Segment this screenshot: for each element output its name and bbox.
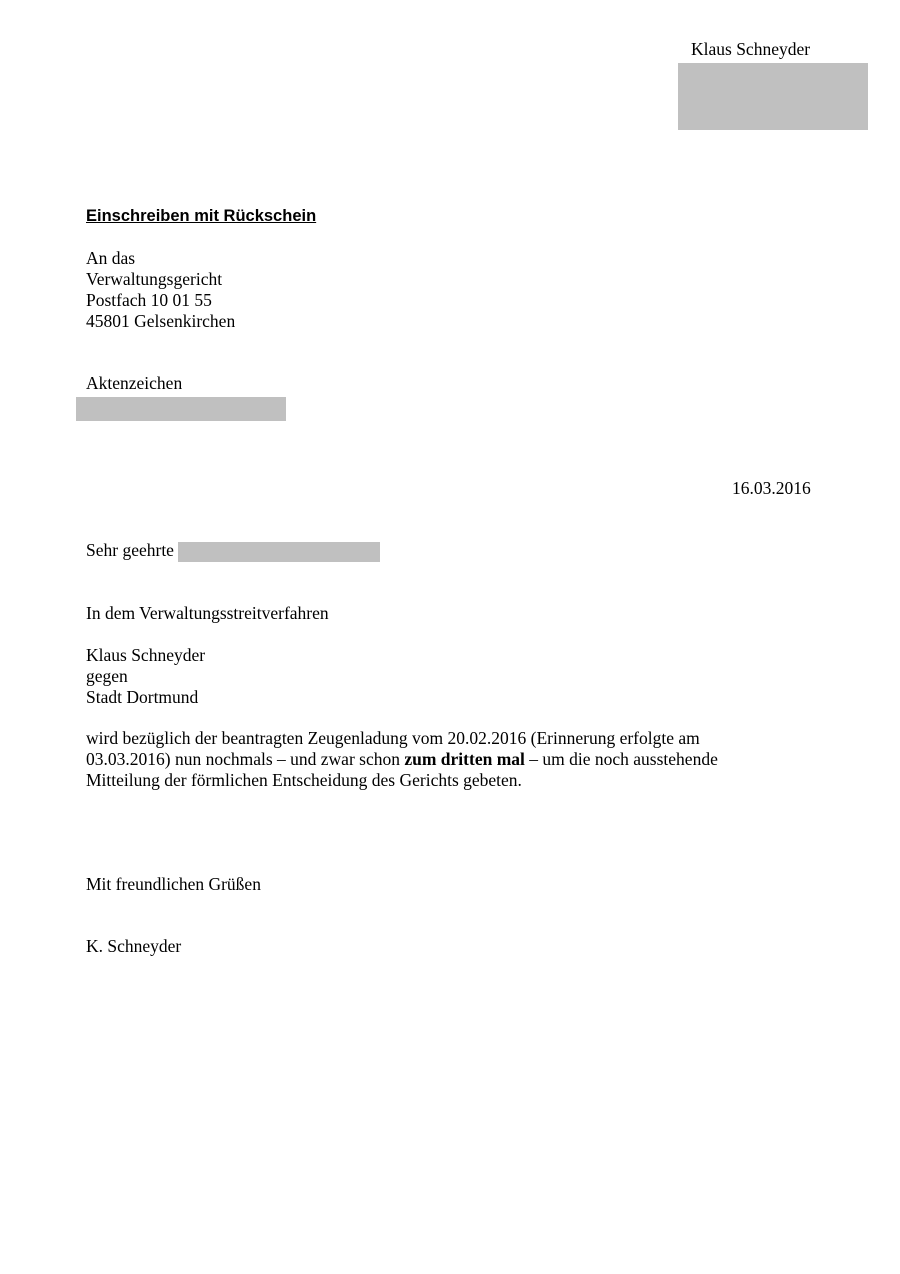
party-versus: gegen [86, 666, 128, 686]
letter-body [86, 728, 718, 791]
body-line: Mitteilung der förmlichen Entscheidung des Gerichts gebeten. [86, 770, 522, 790]
body-emphasis: zum dritten mal [404, 749, 525, 769]
body-text-segment: 03.03.2016) nun nochmals – und zwar schon [86, 749, 405, 769]
body-line: wird bezüglich der beantragten Zeugenladung vom 20.02.2016 (Erinnerung erfolgte am [86, 728, 700, 748]
recipient-line: An das [86, 248, 136, 268]
letter-heading: Einschreiben mit Rückschein [86, 207, 317, 225]
recipient-line: Postfach 10 01 55 [86, 290, 212, 310]
recipient-address [86, 248, 235, 332]
redacted-reference-number [76, 397, 286, 421]
body-line [86, 749, 718, 770]
salutation: Sehr geehrte [86, 540, 174, 560]
body-text-segment: – um die noch ausstehende [524, 749, 718, 769]
reference-label: Aktenzeichen [86, 373, 183, 393]
party-plaintiff: Klaus Schneyder [86, 645, 206, 665]
sender-name: Klaus Schneyder [691, 39, 811, 59]
signature: K. Schneyder [86, 936, 182, 956]
closing: Mit freundlichen Grüßen [86, 874, 261, 894]
proceeding-intro: In dem Verwaltungsstreitverfahren [86, 603, 329, 623]
proceeding-parties [86, 645, 205, 708]
letter-date: 16.03.2016 [732, 478, 811, 498]
party-defendant: Stadt Dortmund [86, 687, 199, 707]
redacted-sender-address [678, 63, 868, 130]
redacted-salutation-name [178, 542, 380, 562]
recipient-line: 45801 Gelsenkirchen [86, 311, 236, 331]
recipient-line: Verwaltungsgericht [86, 269, 223, 289]
